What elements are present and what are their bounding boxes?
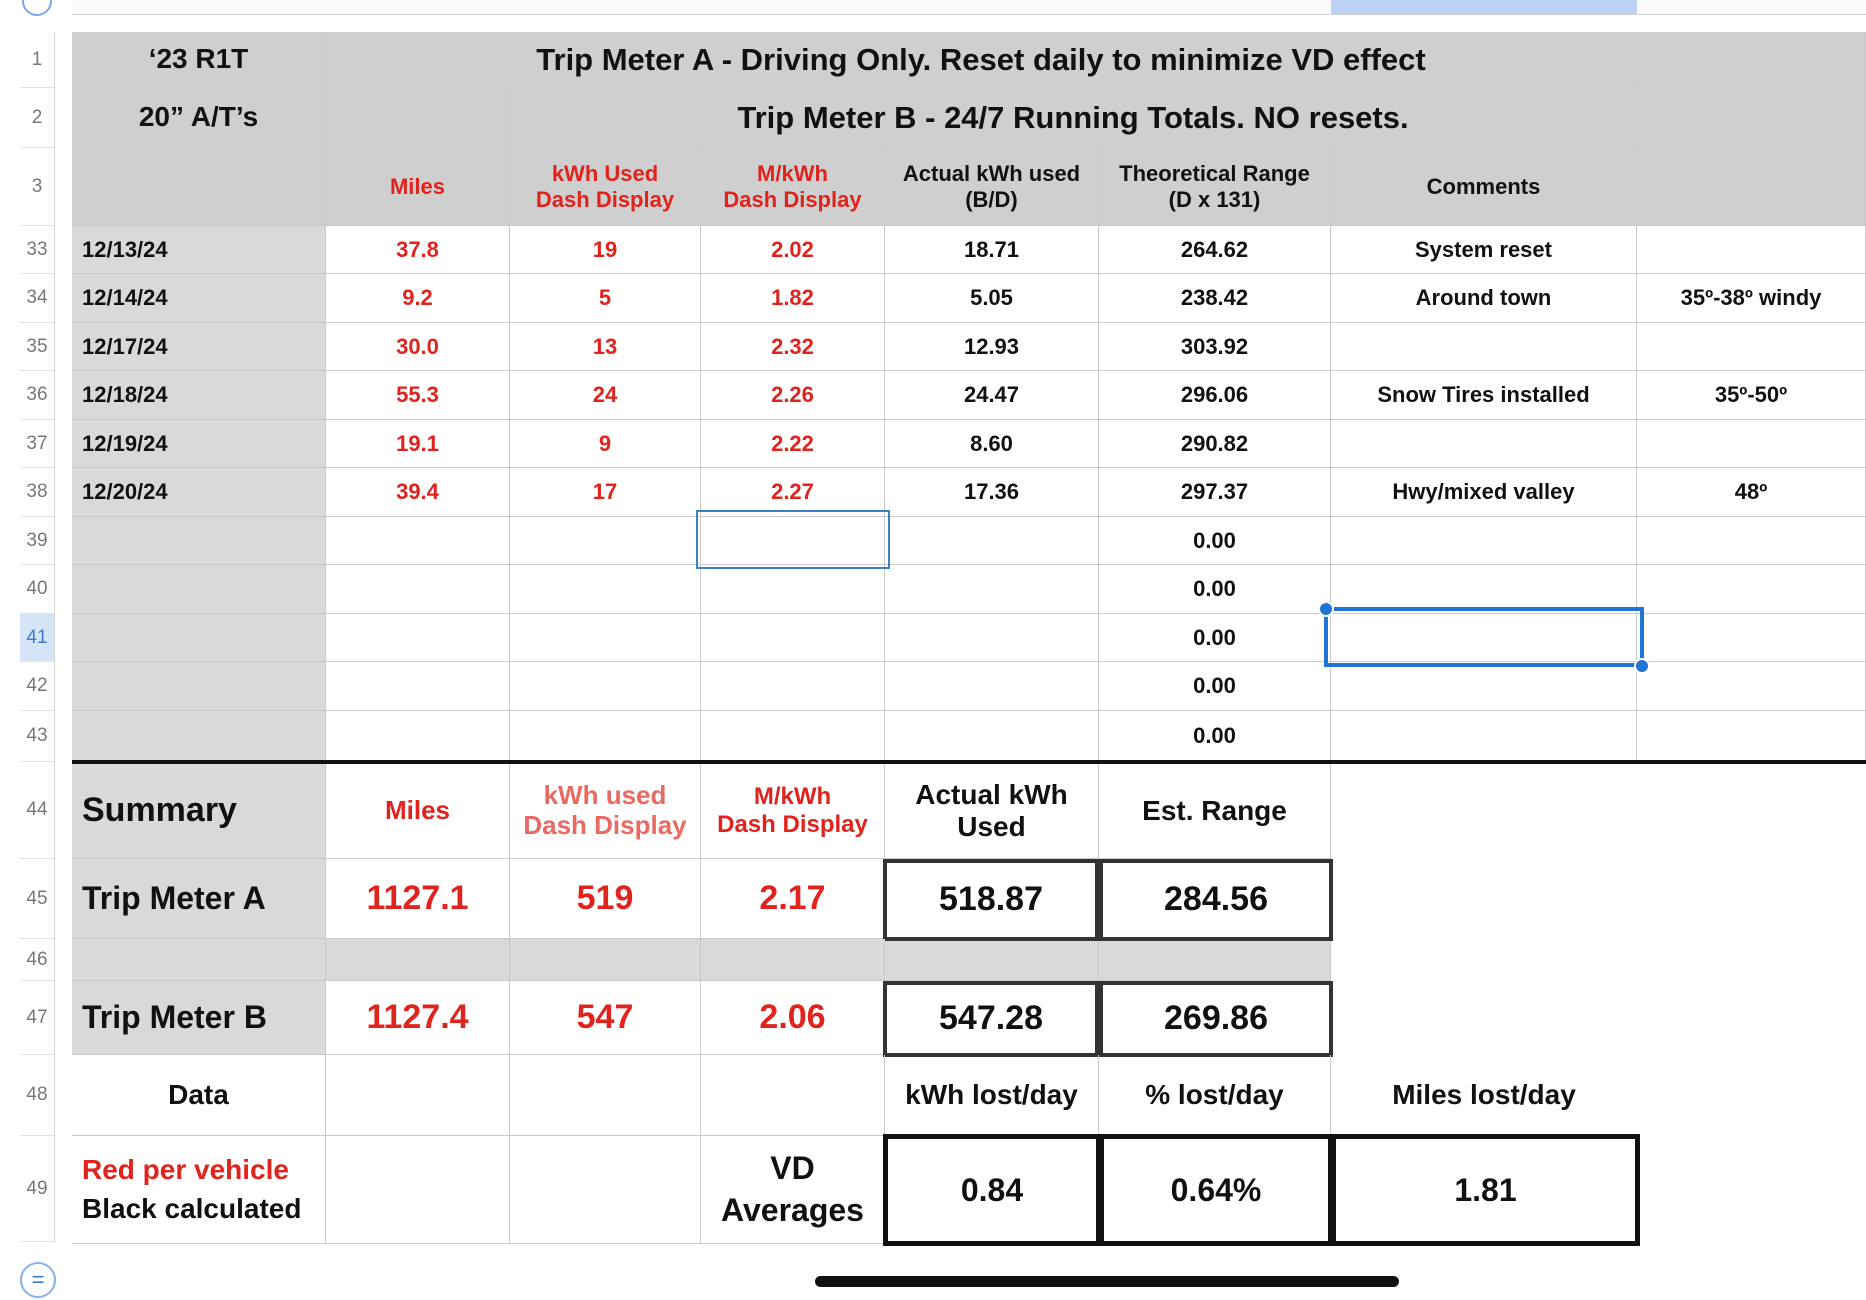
- cell-empty[interactable]: [326, 565, 510, 614]
- cell-empty[interactable]: [510, 517, 701, 565]
- column-header-g[interactable]: [1331, 0, 1637, 15]
- trip-b-actual[interactable]: 547.28: [883, 981, 1099, 1057]
- cell-empty[interactable]: [1331, 711, 1637, 762]
- trip-b-kwh[interactable]: 547: [510, 981, 701, 1055]
- cell-empty[interactable]: [701, 662, 885, 711]
- cell-range[interactable]: 290.82: [1099, 420, 1331, 468]
- cell-actual-kwh[interactable]: 5.05: [885, 274, 1099, 323]
- header-actual-kwh[interactable]: Actual kWh used (B/D): [885, 148, 1099, 226]
- cell-empty[interactable]: [701, 711, 885, 762]
- cell-date[interactable]: 12/20/24: [72, 468, 326, 517]
- header-miles[interactable]: Miles: [326, 148, 510, 226]
- cell-range[interactable]: 0.00: [1099, 565, 1331, 614]
- header-miles-lost-per-day[interactable]: Miles lost/day: [1331, 1055, 1637, 1136]
- spacer-cell[interactable]: [510, 939, 701, 981]
- cell-extra[interactable]: [1637, 323, 1866, 371]
- spacer-cell[interactable]: [326, 939, 510, 981]
- cell-empty[interactable]: [510, 711, 701, 762]
- cell-extra[interactable]: [1637, 420, 1866, 468]
- column-header-c[interactable]: [510, 0, 701, 15]
- cell-kwh[interactable]: 24: [510, 371, 701, 420]
- cell-range[interactable]: 0.00: [1099, 662, 1331, 711]
- cell-kwh[interactable]: 9: [510, 420, 701, 468]
- cell-comment[interactable]: Hwy/mixed valley: [1331, 468, 1637, 517]
- cell-date[interactable]: 12/14/24: [72, 274, 326, 323]
- cell-b2[interactable]: [326, 88, 510, 148]
- cell-actual-kwh[interactable]: 18.71: [885, 226, 1099, 274]
- cell-empty[interactable]: [510, 1055, 701, 1136]
- cell-range[interactable]: 264.62: [1099, 226, 1331, 274]
- select-all-button[interactable]: [22, 0, 52, 16]
- row-number[interactable]: 48: [20, 1055, 54, 1136]
- cell-h3[interactable]: [1637, 148, 1866, 226]
- cell-range[interactable]: 0.00: [1099, 614, 1331, 662]
- cell-a2[interactable]: 20” A/T’s: [72, 88, 326, 148]
- vd-averages-label[interactable]: VD Averages: [701, 1136, 885, 1244]
- cell-c2-title[interactable]: Trip Meter B - 24/7 Running Totals. NO resets.: [510, 88, 1637, 148]
- summary-header-mkwh[interactable]: M/kWh Dash Display: [701, 764, 885, 859]
- summary-header-range[interactable]: Est. Range: [1099, 764, 1331, 859]
- row-number[interactable]: 44: [20, 762, 54, 859]
- equals-icon[interactable]: =: [20, 1262, 56, 1298]
- cell-miles[interactable]: 39.4: [326, 468, 510, 517]
- cell-m-per-kwh[interactable]: 2.32: [701, 323, 885, 371]
- header-kwh-lost-per-day[interactable]: kWh lost/day: [885, 1055, 1099, 1136]
- cell-date-empty[interactable]: [72, 662, 326, 711]
- cell-empty[interactable]: [885, 711, 1099, 762]
- cell-m-per-kwh[interactable]: 2.26: [701, 371, 885, 420]
- summary-header-miles[interactable]: Miles: [326, 764, 510, 859]
- row-number[interactable]: 1: [20, 32, 54, 88]
- cell-empty[interactable]: [326, 614, 510, 662]
- cell-empty[interactable]: [510, 662, 701, 711]
- trip-meter-b-label[interactable]: Trip Meter B: [72, 981, 326, 1055]
- row-number[interactable]: 46: [20, 939, 54, 981]
- row-number[interactable]: 39: [20, 517, 54, 565]
- column-header-f[interactable]: [1099, 0, 1331, 15]
- row-number[interactable]: 33: [20, 226, 54, 274]
- cell-empty[interactable]: [701, 1055, 885, 1136]
- cell-actual-kwh[interactable]: 8.60: [885, 420, 1099, 468]
- cell-empty[interactable]: [701, 614, 885, 662]
- cell-empty[interactable]: [1331, 662, 1637, 711]
- cell-kwh[interactable]: 19: [510, 226, 701, 274]
- cell-empty[interactable]: [1637, 662, 1866, 711]
- cell-empty[interactable]: [1637, 517, 1866, 565]
- cell-date[interactable]: 12/17/24: [72, 323, 326, 371]
- column-header-a[interactable]: [72, 0, 326, 15]
- cell-empty[interactable]: [510, 614, 701, 662]
- cell-empty[interactable]: [326, 711, 510, 762]
- cell-extra[interactable]: [1637, 226, 1866, 274]
- cell-comment[interactable]: Around town: [1331, 274, 1637, 323]
- cell-empty[interactable]: [326, 517, 510, 565]
- percent-lost-per-day-value[interactable]: 0.64%: [1099, 1134, 1333, 1246]
- cell-empty[interactable]: [1331, 517, 1637, 565]
- cell-extra[interactable]: 48º: [1637, 468, 1866, 517]
- cell-range[interactable]: 296.06: [1099, 371, 1331, 420]
- cell-empty[interactable]: [510, 565, 701, 614]
- cell-m-per-kwh[interactable]: 2.02: [701, 226, 885, 274]
- cell-miles[interactable]: 19.1: [326, 420, 510, 468]
- cell-extra[interactable]: 35º-50º: [1637, 371, 1866, 420]
- selection-handle-bottom-right[interactable]: [1634, 658, 1650, 674]
- cell-empty[interactable]: [885, 614, 1099, 662]
- summary-header-kwh[interactable]: kWh used Dash Display: [510, 764, 701, 859]
- selected-cell-g41[interactable]: [1324, 607, 1644, 667]
- cell-comment[interactable]: System reset: [1331, 226, 1637, 274]
- cell-date[interactable]: 12/19/24: [72, 420, 326, 468]
- miles-lost-per-day-value[interactable]: 1.81: [1331, 1134, 1640, 1246]
- legend-cell[interactable]: [72, 1136, 326, 1244]
- cell-empty[interactable]: [1637, 711, 1866, 762]
- trip-a-mkwh[interactable]: 2.17: [701, 859, 885, 939]
- cell-actual-kwh[interactable]: 17.36: [885, 468, 1099, 517]
- cell-comment[interactable]: [1331, 323, 1637, 371]
- row-number[interactable]: 43: [20, 711, 54, 762]
- cell-miles[interactable]: 9.2: [326, 274, 510, 323]
- legend-red-text: Red per vehicle: [82, 1154, 289, 1186]
- cell-miles[interactable]: 55.3: [326, 371, 510, 420]
- cell-range[interactable]: 238.42: [1099, 274, 1331, 323]
- cell-miles[interactable]: 30.0: [326, 323, 510, 371]
- cell-a3[interactable]: [72, 148, 326, 226]
- cell-range[interactable]: 0.00: [1099, 711, 1331, 762]
- home-indicator: [815, 1276, 1399, 1287]
- cell-miles[interactable]: 37.8: [326, 226, 510, 274]
- data-label[interactable]: Data: [72, 1055, 326, 1136]
- cell-empty[interactable]: [326, 1136, 510, 1244]
- summary-title[interactable]: Summary: [72, 764, 326, 859]
- selection-handle-top-left[interactable]: [1318, 601, 1334, 617]
- column-header-e[interactable]: [885, 0, 1099, 15]
- cell-m-per-kwh[interactable]: 2.22: [701, 420, 885, 468]
- row-number[interactable]: 35: [20, 323, 54, 371]
- cell-date[interactable]: 12/18/24: [72, 371, 326, 420]
- spacer-cell[interactable]: [72, 939, 326, 981]
- trip-a-range[interactable]: 284.56: [1099, 859, 1333, 941]
- cell-date-empty[interactable]: [72, 517, 326, 565]
- cell-empty[interactable]: [1637, 614, 1866, 662]
- cell-range[interactable]: 303.92: [1099, 323, 1331, 371]
- header-m-per-kwh[interactable]: M/kWh Dash Display: [701, 148, 885, 226]
- cell-date[interactable]: 12/13/24: [72, 226, 326, 274]
- trip-b-miles[interactable]: 1127.4: [326, 981, 510, 1055]
- cell-b1-title[interactable]: Trip Meter A - Driving Only. Reset daily to minimize VD effect: [326, 32, 1637, 88]
- row-number[interactable]: 36: [20, 371, 54, 420]
- row-number[interactable]: 37: [20, 420, 54, 468]
- spacer-cell[interactable]: [1099, 941, 1331, 981]
- row-number[interactable]: 45: [20, 859, 54, 939]
- cell-actual-kwh[interactable]: 24.47: [885, 371, 1099, 420]
- cell-empty[interactable]: [885, 662, 1099, 711]
- row-number[interactable]: 40: [20, 565, 54, 614]
- header-kwh-used[interactable]: kWh Used Dash Display: [510, 148, 701, 226]
- row-number[interactable]: 47: [20, 981, 54, 1055]
- cell-highlight-d39[interactable]: [696, 510, 890, 569]
- row-number[interactable]: 38: [20, 468, 54, 517]
- row-number-selected[interactable]: 41: [20, 614, 54, 662]
- cell-comment[interactable]: [1331, 420, 1637, 468]
- trip-a-kwh[interactable]: 519: [510, 859, 701, 939]
- trip-b-mkwh[interactable]: 2.06: [701, 981, 885, 1055]
- trip-a-actual[interactable]: 518.87: [883, 859, 1099, 941]
- cell-range[interactable]: 297.37: [1099, 468, 1331, 517]
- cell-date-empty[interactable]: [72, 711, 326, 762]
- row-number[interactable]: 49: [20, 1136, 54, 1242]
- cell-kwh[interactable]: 17: [510, 468, 701, 517]
- trip-meter-a-label[interactable]: Trip Meter A: [72, 859, 326, 939]
- row-number[interactable]: 3: [20, 148, 54, 226]
- cell-m-per-kwh[interactable]: 2.27: [701, 468, 885, 517]
- cell-comment[interactable]: Snow Tires installed: [1331, 371, 1637, 420]
- cell-actual-kwh[interactable]: 12.93: [885, 323, 1099, 371]
- trip-a-miles[interactable]: 1127.1: [326, 859, 510, 939]
- cell-date-empty[interactable]: [72, 565, 326, 614]
- cell-kwh[interactable]: 5: [510, 274, 701, 323]
- cell-empty[interactable]: [885, 517, 1099, 565]
- column-header-h[interactable]: [1637, 0, 1866, 15]
- cell-m-per-kwh[interactable]: 1.82: [701, 274, 885, 323]
- row-number[interactable]: 42: [20, 662, 54, 711]
- header-percent-lost-per-day[interactable]: % lost/day: [1099, 1055, 1331, 1136]
- spacer-cell[interactable]: [701, 939, 885, 981]
- header-theoretical-range[interactable]: Theoretical Range (D x 131): [1099, 148, 1331, 226]
- header-comments[interactable]: Comments: [1331, 148, 1637, 226]
- column-header-b[interactable]: [326, 0, 510, 15]
- cell-empty[interactable]: [885, 565, 1099, 614]
- cell-kwh[interactable]: 13: [510, 323, 701, 371]
- cell-empty[interactable]: [1637, 565, 1866, 614]
- spacer-cell[interactable]: [885, 941, 1099, 981]
- cell-a1[interactable]: ‘23 R1T: [72, 32, 326, 88]
- trip-b-range[interactable]: 269.86: [1099, 981, 1333, 1057]
- row-number[interactable]: 2: [20, 88, 54, 148]
- cell-empty[interactable]: [510, 1136, 701, 1244]
- cell-range[interactable]: 0.00: [1099, 517, 1331, 565]
- cell-empty[interactable]: [701, 565, 885, 614]
- kwh-lost-per-day-value[interactable]: 0.84: [883, 1134, 1101, 1246]
- summary-header-actual[interactable]: Actual kWh Used: [885, 764, 1099, 859]
- cell-date-empty[interactable]: [72, 614, 326, 662]
- cell-empty[interactable]: [326, 662, 510, 711]
- row-number[interactable]: 34: [20, 274, 54, 323]
- cell-extra[interactable]: 35º-38º windy: [1637, 274, 1866, 323]
- cell-empty[interactable]: [326, 1055, 510, 1136]
- cell-h1[interactable]: [1637, 32, 1866, 88]
- column-header-d[interactable]: [701, 0, 885, 15]
- legend-black-text: Black calculated: [82, 1192, 302, 1224]
- cell-h2[interactable]: [1637, 88, 1866, 148]
